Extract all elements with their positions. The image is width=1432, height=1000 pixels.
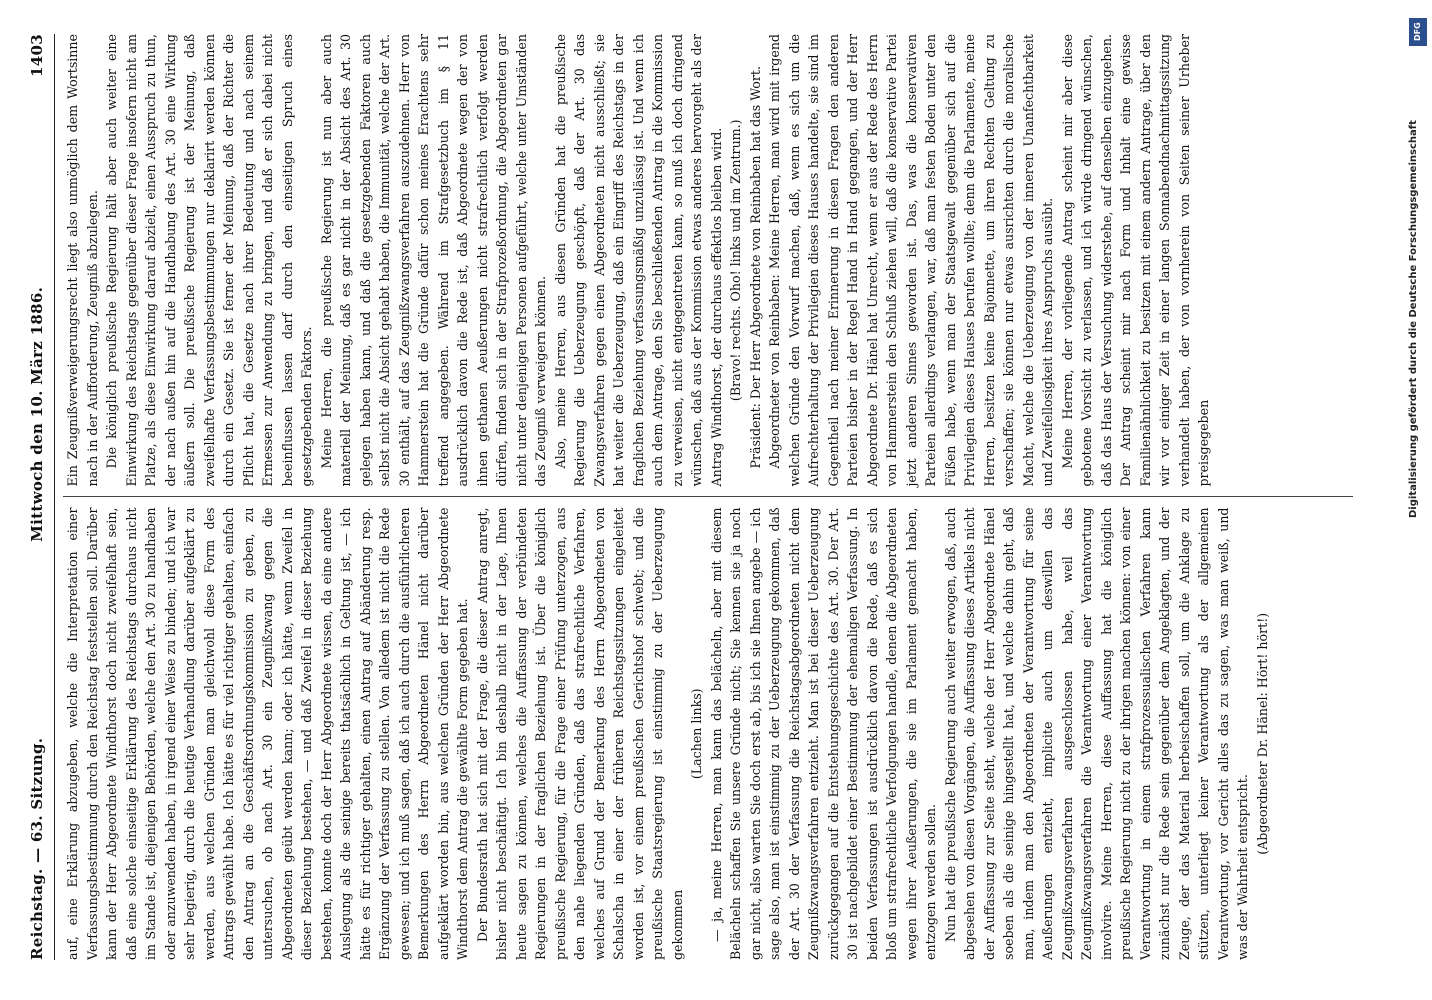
right-column	[63, 34, 1353, 497]
running-head	[28, 34, 55, 960]
paragraph: Der Bundesrath hat sich mit der Frage, die dieser Antrag anregt, bisher nicht beschäftigt. Ich bin deshalb nicht in der Lage, Ihnen heute sagen zu können, welches die Auffassung der verbündeten Regierungen in der fraglichen Beziehung ist. Über die königlich preußische Regierung, für die Frage einer Prüfung unterzogen, aus den nahe liegenden Gründen, daß das strafrechtliche Verfahren, welches auf Grund der Bemerkung des Herrn Abgeordneten von Schalscha in einer der früheren Reichstagssitzungen eingeleitet worden ist, vor einem preußischen Gerichtshof schwebt; und die preußische Staatsregierung ist einstimmig zu der Ueberzeugung gekommen	[474, 507, 685, 960]
page-number: 1403	[28, 34, 46, 77]
paragraph: Also, meine Herren, aus diesen Gründen hat die preußische Regierung die Ueberzeugung geschöpft, daß der Art. 30 das Zwangsverfahren gegen einen Abgeordneten nicht ausschließt; sie hat weiter die Ueberzeugung, daß ein Eingriff des Reichstags in der fraglichen Beziehung verfassungsmäßig unzulässig ist. Und wenn ich auch dem Antrage, den Sie beschließenden Antrag in die Kommission zu verweisen, nicht entgegentreten kann, so muß ich doch dringend wünschen, daß aus der Kommission etwas anderes hervorgeht als der Antrag Windthorst, der durchaus effektlos bleiben wird.	[552, 34, 724, 487]
paragraph: — ja, meine Herren, man kann das belächeln, aber mit diesem Belächeln schaffen Sie unsere Gründe nicht; Sie kennen sie ja noch gar nicht, also warten Sie doch erst ab, bis ich sie Ihnen angebe — ich sage also, man ist einstimmig zu der Ueberzeugung gekommen, daß der Art. 30 der Verfassung die Reichstagsabgeordneten nicht dem Zeugnißzwangsverfahren entzieht. Man ist bei dieser Ueberzeugung zurückgegangen auf die Entstehungsgeschichte des Art. 30. Der Art. 30 ist nachgebildet einer Bestimmung der ehemaligen Verfassung. In beiden Verfassungen ist ausdrücklich davon die Rede, daß es sich bloß um strafrechtliche Verfolgungen handle, denen die Abgeordneten wegen ihrer Aeußerungen, die sie im Parlament gemacht haben, entzogen werden sollen.	[708, 507, 938, 960]
header-date: Mittwoch den 10. März 1886.	[28, 286, 46, 542]
speech-start: Abgeordneter von Reinbaben: Meine Herren, man wird mit irgend welchen Gründe den Vorwurf machen, daß, wenn es sich um die Aufrechterhaltung der Privilegien dieses Hauses handelte, sie sind im Gegentheil nach meiner Erinnerung in diesen Fragen den anderen Parteien bisher in der Regel Hand in Hand gegangen, und der Herr Abgeordnete Dr. Hänel hat Unrecht, wenn er aus der Rede des Herrn von Hammerstein den Schluß ziehen will, daß die konservative Partei jetzt anderen Sinnes geworden ist. Das, was die konservativen Parteien allerdings verlangen, war, daß man festen Boden unter den Füßen habe, wenn man der Staatsgewalt gegenüber sich auf die Privilegien dieses Hauses berufen wollte; denn die Parlamente, meine Herren, besitzen keine Bajonnette, um ihren Rechten Geltung zu verschaffen; sie können nur etwas ausrichten durch die moralische Macht, welche die Ueberzeugung von der inneren Unanfechtbarkeit und Zweifellosigkeit ihres Anspruchs ausübt.	[767, 34, 1055, 487]
president-remark: Präsident: Der Herr Abgeordnete von Reinbaben hat das Wort.	[747, 66, 763, 469]
paragraph: Die königlich preußische Regierung hält aber auch weiter eine Einwirkung des Reichstags gegenüber dieser Frage insofern nicht am Platze, als diese Einwirkung darauf abzielt, einen Ausspruch zu thun, der nach außen hin auf die Handhabung des Art. 30 eine Wirkung äußern soll. Die preußische Regierung ist der Meinung, daß zweifelhafte Verfassungsbestimmungen nur deklarirt werden können durch ein Gesetz. Sie ist ferner der Meinung, daß der Richter die Pflicht hat, die Gesetze nach ihrer Bedeutung und nach seinem Ermessen zur Anwendung zu bringen, und daß er sich dabei nicht beeinflussen lassen darf durch den einseitigen Spruch eines gesetzgebenden Faktors.	[104, 34, 314, 487]
paragraph: auf, eine Erklärung abzugeben, welche die Interpretation einer Verfassungsbestimmung durch den Reichstag feststellen soll. Darüber kann der Herr Abgeordnete Windthorst doch nicht zweifelhaft sein, daß eine solche einseitige Erklärung des Reichstags durchaus nicht im Stande ist, diejenigen Behörden, welche den Art. 30 zu handhaben oder anzuwenden haben, in irgend einer Weise zu binden; und ich war sehr begierig, durch die heutige Verhandlung darüber aufgeklärt zu werden, aus welchen Gründen man gleichwohl diese Form des Antrags gewählt habe. Ich hätte es für viel richtiger gehalten, einfach den Antrag an die Geschäftsordnungskommission zu geben, zu untersuchen, ob nach Art. 30 ein Zeugnißzwang gegen die Abgeordneten geübt werden kann; oder ich hätte, wenn Zweifel in dieser Beziehung bestehen, — und daß Zweifel in dieser Beziehung bestehen, konnte doch der Herr Abgeordnete wissen, da eine andere Auslegung als die seinige bereits thatsächlich in Geltung ist, — ich hätte es für richtiger gehalten, einen Antrag auf Abänderung resp. Ergänzung der Verfassung zu stellen. Von alledem ist nicht die Rede gewesen; und ich muß sagen, daß ich auch durch die ausführlicheren Bemerkungen des Herrn Abgeordneten Hänel nicht darüber aufgeklärt worden bin, aus welchen Gründen der Herr Abgeordnete Windthorst dem Antrag die gewählte Form gegeben hat.	[65, 507, 470, 960]
header-session: Reichstag. — 63. Sitzung.	[28, 737, 46, 960]
dfg-credit-strip	[1406, 0, 1432, 1000]
paragraph: Meine Herren, der vorliegende Antrag scheint mir aber diese gebotene Vorsicht zu verlassen, und ich würde dringend wünschen, daß das Haus der Versuchung widerstehe, auf denselben einzugehen. Der Antrag scheint mir nach Form und Inhalt eine gewisse Familienähnlichkeit zu besitzen mit einem andern Antrage, über den wir vor einiger Zeit in einer langen Sonnabendnachmittagssitzung verhandelt haben, der von vornherein von Seiten seiner Urheber preisgegeben	[1059, 34, 1211, 487]
paragraph: Ein Zeugnißverweigerungsrecht liegt also unmöglich dem Wortsinne nach in der Aufforderung, Zeugniß abzulegen.	[65, 34, 100, 487]
interjection: (Abgeordneter Dr. Hänel: Hört! hört!)	[1254, 612, 1270, 855]
left-column	[63, 497, 1353, 961]
text-columns	[63, 34, 1353, 960]
interjection: (Bravo! rechts. Oho! links und im Zentrum.)	[728, 119, 743, 402]
interjection: (Lachen links)	[689, 688, 704, 780]
paragraph: Nun hat die preußische Regierung auch weiter erwogen, daß, auch abgesehen von diesen Vorgängen, die Auffassung dieses Artikels nicht der Auffassung zur Seite steht, welche der Herr Abgeordnete Hänel soeben als die seinige hingestellt hat, und welche dahin geht, daß man, indem man den Abgeordneten der Verantwortung für seine Aeußerungen entzieht, implicite auch um deswillen das Zeugnißzwangsverfahren ausgeschlossen habe, weil das Zeugnißzwangsverfahren die Verantwortung einer Verantwortung involvire. Meine Herren, diese Auffassung hat die königlich preußische Regierung nicht zu der ihrigen machen können: von einer Verantwortung in einem strafprozessualischen Verfahren kann zunächst nur die Rede sein gegenüber dem Angeklagten, und der Zeuge, der das Material herbeischaffen soll, um die Anklage zu stützen, unterliegt keiner Verantwortung als der allgemeinen Verantwortung, vor Gericht alles das zu sagen, was man weiß, und was der Wahrheit entspricht.	[942, 507, 1250, 960]
dfg-credit-text: Digitalisierung gefördert durch die Deutsche Forschungsgemeinschaft	[1408, 120, 1419, 518]
paragraph: Meine Herren, die preußische Regierung ist nun aber auch materiell der Meinung, daß es gar nicht in der Absicht des Art. 30 gelegen haben kann, und daß die gesetzgebenden Faktoren auch selbst nicht die Absicht gehabt haben, die Immunität, welche der Art. 30 enthält, auf das Zeugnißzwangsverfahren auszudehnen. Herr von Hammerstein hat die Gründe dafür schon meines Erachtens sehr treffend angegeben. Während im Strafgesetzbuch im § 11 ausdrücklich davon die Rede ist, daß Abgeordnete wegen der von ihnen gethanen Aeußerungen nicht strafrechtlich verfolgt werden dürfen, finden sich in der Strafprozeßordnung, die Abgeordneten gar nicht unter denjenigen Personen aufgeführt, welche unter Umständen das Zeugniß verweigern können.	[318, 34, 548, 487]
dfg-logo: DFG	[1409, 18, 1427, 46]
